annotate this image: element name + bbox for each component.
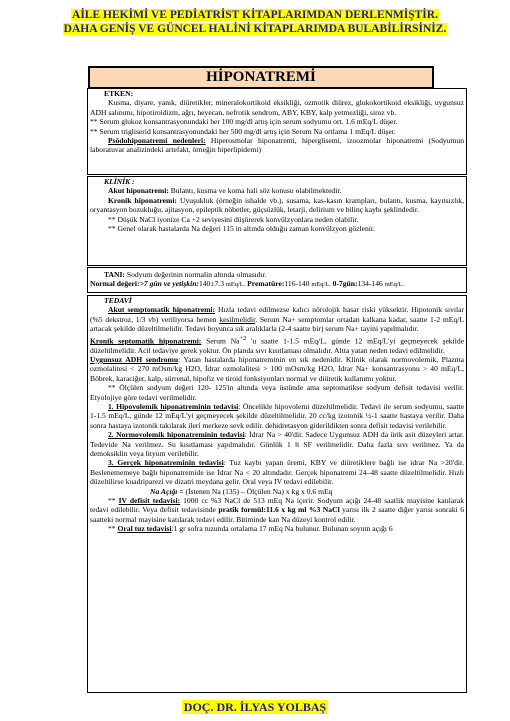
page-title: HİPONATREMİ — [88, 66, 434, 89]
oral-prefix: ** — [108, 524, 118, 534]
premature-value: 116-140 — [284, 279, 312, 289]
tani-section — [87, 267, 467, 293]
iv-label: IV defisit tedavisi: — [118, 496, 181, 506]
na-acigi-label: Na Açığı = — [150, 486, 184, 496]
banner-line-1: AİLE HEKİMİ VE PEDİATRİST KİTAPLARIMDAN DERLENMİŞTİR. — [72, 9, 438, 21]
tedavi-kronik-sup: +2 — [239, 334, 247, 342]
newborn-value: 134-146 — [357, 279, 385, 289]
banner-line-2: DAHA GENİŞ VE GÜNCEL HALİNİ KİTAPLARIMDA BULABİLİRSİNİZ. — [63, 23, 447, 35]
gercek-text: : Tuz kaybı yapan üremi, KBY ve diüretiklere bağlı ise idrar Na >20'dir. Beslenememeye bağlı hiponatremide ise İdrar Na < 20 altındadır. Gerçek hiponatremi 24–48 saatte düzeltilmelidir. Hızlı düzeltilirse kuadriparezi ve dizatri meydana gelir. Oral veya IV tedavi edilebilir. — [90, 458, 464, 487]
na-acigi-formula — [90, 487, 464, 496]
tedavi-section — [87, 295, 467, 693]
etken-note-glukoz: ** Serum glukoz konsantrasyonundaki her 100 mg/dl artış için serum sodyumu ort. 1.6 mEq/L düşer. — [90, 117, 398, 127]
tedavi-akut-text-2: . Serum Na+ semptomlar ortadan kalkana kadar, saatte 1-2 mEq/L artacak şekilde düzeltilmelidir. Tedavi boyunca sık aralıklarla (2-4 saatte bir) serum Na+ tayini yapılmalıdır. — [90, 314, 464, 334]
tedavi-adh-label: Uygunsuz ADH sendromu — [90, 354, 179, 364]
klinik-kronik-label: Kronik hiponatremi: — [108, 195, 177, 205]
etken-heading: ETKEN: — [104, 89, 134, 98]
tedavi-gercek — [90, 458, 464, 486]
normal-adult-value: 140±7.3 — [198, 279, 226, 289]
tedavi-kronik-label: Kronik septomatik hiponatremi: — [90, 336, 202, 346]
tedavi-heading: TEDAVİ — [104, 296, 132, 305]
klinik-akut-text: Bulantı, kusma ve koma hali söz konusu olabilmektedir. — [168, 186, 342, 196]
normal-adult-label: >7 gün ve yetişkin: — [139, 279, 199, 289]
psodo-label: Psödohiponatremi nedenleri: — [108, 136, 206, 146]
tedavi-normovolemik — [90, 430, 464, 458]
iv-prefix: ** — [108, 496, 119, 506]
tedavi-adh-text: : Yatan hastalarda hiponatreminin en sık nedenidir. Klinik olarak normovolemik, Plazma ozmolalitesi < 270 mOsm/kg H2O, İdrar ozmolalitesi > 100 mOsm/kg H2O, İdrar Na+ konsantrasyonu > 40 mEq/L, Böbrek, karaciğer, kalp, sürrenal, hipofiz ve tiroid fonksiyonları normal ve diüretik kullanımı yoktur. — [90, 354, 464, 383]
premature-unit: mEq/L. — [311, 281, 331, 289]
etken-note-trigliserid: ** Serum trigliserid konsantrasyonundaki her 500 mg/dl artış için Serum Na ortlama 1 mEq/L düşer. — [90, 126, 396, 136]
tedavi-akut — [90, 305, 464, 333]
na-acigi-text: (İstenen Na (135) – Ölçülen Na) x kg x 0.6 mEq — [183, 486, 333, 496]
klinik-kronik — [90, 196, 464, 215]
normal-values — [90, 279, 464, 289]
tedavi-adh — [90, 355, 464, 383]
klinik-kronik-text: Uyuşukluk (örneğin ishalde vb.), susama, kas-kasın krampları, bulantı, kusma, kayıtsızlık, oryantasyon bozukluğu, ajitasyon, epileptik nöbetler, güçsüzlük, letarji, delirium ve bilinç kaybı şeklindedir. — [90, 195, 464, 215]
tedavi-kronik — [90, 334, 464, 355]
klinik-note-1: ** Düşük NaCl iyonize Ca +2 seviyesini düşürerek konvülzyonlara neden olabilir. — [108, 214, 359, 224]
header-banner — [0, 8, 510, 36]
etken-section — [87, 88, 467, 175]
klinik-akut — [90, 186, 464, 195]
normal-label: Normal değeri: — [90, 279, 140, 289]
klinik-note-2: ** Genel olarak hastalarda Na değeri 115 in altında olduğu zaman konvülzyon gözlenir. — [108, 224, 375, 234]
tedavi-oral — [90, 524, 464, 533]
hipovolemik-text: : Öncelikle hipovolemi düzeltilmelidir. Tedavi ile serum sodyumu, saatte 1-1.5 mEq/L, günde 12 mEq/L'yi geçmeyecek şekilde düzeltilmelidir. 20 cc/kg izotonik ½-1 saatte hastaya verilir. Daha sonra hastaya izotonik takılarak ileri merkeze sevk edilir. dehidretasyon giderildikten sonra defisit tedavisi verilebilir. — [90, 402, 464, 430]
klinik-akut-label: Akut hiponatremi: — [108, 186, 169, 196]
tedavi-olcum: ** Ölçülen sodyum değeri 120- 125'in altında veya üstünde ama septomatikse sodyum defisit tedavisi verilir. Etyolojiye göre tedavi verilmelidir. — [90, 383, 464, 402]
author-footer — [0, 700, 510, 715]
tedavi-akut-label: Akut semptomatik hiponatremi: — [108, 305, 216, 315]
tedavi-akut-text: Hızla tedavi edilmezse kalıcı nörolojik hasar riski yüksektir. Hipotonik sıvılar (%5 dekstroz, 1/3 vb) veriliyorsa hemen — [90, 305, 464, 324]
oral-text: :1 gr sofra tuzunda ortalama 17 mEq Na bulunur. Bulunan soyum açığı 6 — [171, 524, 393, 534]
normovolemik-text: : İdrar Na > 40'dir. Sadece Uygunsuz ADH da ürik asit düzeyleri artar. Tedevide Na verilmez. Su kısıtlaması yapılmalıdır. Günlük 1 lt SF verilmelidir. Daha fazla sıvı verilmez. Ya da demoksiklin veya lityum verilebilir. — [90, 430, 464, 459]
tedavi-akut-kesilmeli: kesilmelidir — [219, 314, 256, 324]
iv-formula: pratik formül:11.6 x kg ml %3 NaCl — [218, 505, 340, 515]
newborn-label: 0-7gün: — [330, 279, 358, 289]
etken-causes: Kusma, diyare, yanık, diüretikler, mineralokortikoid eksikliği, ozmotik diürez, glukokortikoid eksikliği, uygunsuz ADH salınımı, hipotiroidizm, ağrı, heyecan, nefrotik sendrom, ABY, KBY, kalp yetmezliği, siroz vb. — [90, 98, 464, 117]
normal-adult-unit: mEq/L. — [225, 281, 246, 289]
psodo-text: Hiperosmolar hiponatremi, hiperglisemi, izoozmolar hiponatremi (Sodyumun laboratuvar analizindeki artefakt, örneğin hiperlipidemi) — [90, 136, 464, 155]
gercek-label: 3. Gerçek hiponatreminin tedavisi — [108, 458, 224, 468]
tani-label: TANI: — [104, 270, 125, 279]
klinik-heading: KLİNİK : — [104, 177, 135, 186]
normovolemik-label: 2. Normovolemik hiponatreminin tedavisi — [108, 430, 245, 440]
tedavi-kronik-text-b: 'u saatte 1-1.5 mEq/L, günde 12 mEq/L'yi geçmeyecek şekilde düzeltilmelidir. Acil tedaviye gerek yoktur. Ön planda sıvı kısıtlaması olmalıdır. Altta yatan neden tedavi edilmelidir. — [90, 336, 464, 355]
newborn-unit: mEq/L. — [384, 281, 405, 289]
premature-label: Prematüre: — [245, 279, 285, 289]
etken-psodo — [90, 136, 464, 155]
klinik-section — [87, 176, 467, 266]
hipovolemik-label: 1. Hipovolemik hiponatreminin tedavisi — [108, 402, 239, 411]
author-name: DOÇ. DR. İLYAS YOLBAŞ — [183, 700, 327, 714]
tedavi-iv — [90, 496, 464, 524]
iv-text-a: 1000 cc %3 NaCl de 513 mEq Na içerir. Sodyum açığı 24-48 saatlik mayisine katılarak tedavi edilebilir. Veya defisit tedavisinde — [90, 496, 464, 515]
oral-label: Oral tuz tedavisi — [117, 524, 172, 534]
tani-text: Sodyum değerinin normalin altında olmasıdır. — [124, 270, 267, 279]
tani-line — [104, 270, 464, 279]
tedavi-hipovolemik — [90, 402, 464, 430]
iv-text-b: yarısı ilk 2 saatte diğer yarısı sonraki 6 saatteki normal mayisine katılarak tedavi edilir. Bitiminde kan Na düzeyi kontrol edilir. — [90, 505, 464, 524]
tedavi-kronik-text-a: Serum Na — [201, 336, 240, 346]
